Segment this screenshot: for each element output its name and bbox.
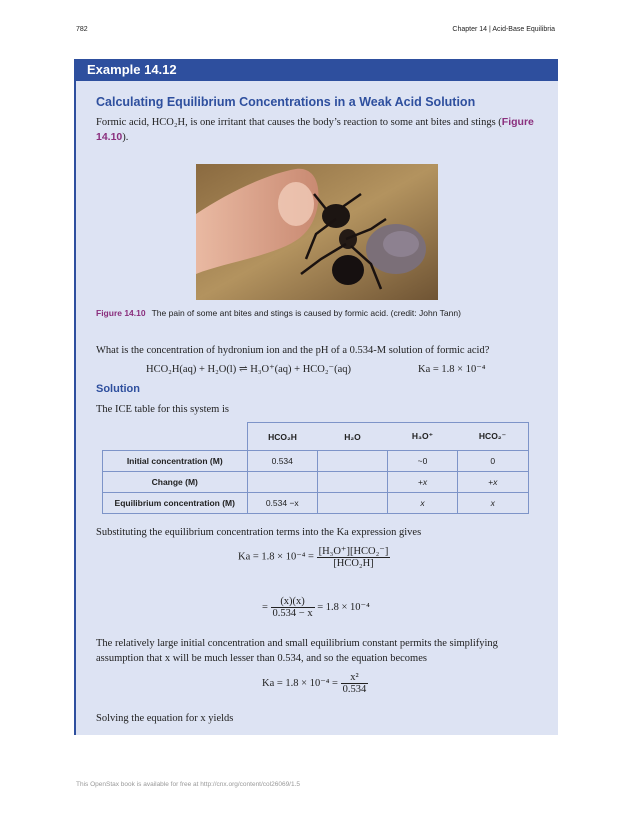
equation-1	[238, 545, 390, 569]
species-h3o: H₃O⁺	[388, 423, 458, 451]
species-hco2h: HCO₂H	[247, 423, 318, 451]
eq3-fraction	[341, 672, 369, 695]
eq1-denominator: [HCO₂H]	[333, 558, 374, 569]
table-row	[103, 493, 529, 514]
cell: 0	[458, 451, 529, 472]
figure-link[interactable]: Figure 14.10	[96, 116, 534, 143]
page-number: 782	[76, 26, 88, 33]
assumption-text: The relatively large initial concentration and small equilibrium constant permits the simplifying assumption that x will be much lesser than 0.534, and so the equation becomes	[96, 638, 498, 664]
table-row	[103, 472, 529, 493]
figure-label: Figure 14.10	[96, 308, 146, 318]
eq1-left: Ka = 1.8 × 10⁻⁴ =	[238, 551, 314, 563]
cell: x	[458, 493, 529, 514]
intro-end: ).	[122, 132, 129, 143]
ice-intro: The ICE table for this system is	[96, 404, 229, 415]
example-heading: Calculating Equilibrium Concentrations in a Weak Acid Solution	[96, 95, 476, 109]
row-label-initial: Initial concentration (M)	[103, 451, 248, 472]
species-h2o: H₂O	[318, 423, 388, 451]
ka-value: Ka = 1.8 × 10⁻⁴	[418, 364, 486, 375]
intro-paragraph	[96, 115, 546, 145]
equation-3	[262, 672, 368, 695]
row-label-change: Change (M)	[103, 472, 248, 493]
row-label-equilibrium: Equilibrium concentration (M)	[103, 493, 248, 514]
eq2-fraction	[271, 596, 315, 619]
ice-corner	[103, 423, 248, 451]
eq2-left: =	[262, 601, 268, 613]
substituting-text: Substituting the equilibrium concentration terms into the Ka expression gives	[96, 527, 422, 538]
eq3-left: Ka = 1.8 × 10⁻⁴ =	[262, 677, 338, 689]
eq1-numerator: [H₃O⁺][HCO₂⁻]	[318, 546, 389, 557]
footer: This OpenStax book is available for free at http://cnx.org/content/col26069/1.5	[76, 781, 301, 788]
cell	[318, 472, 388, 493]
example-title: Example 14.12	[76, 59, 558, 81]
cell: x	[388, 493, 458, 514]
example-box	[74, 59, 558, 735]
table-row	[103, 451, 529, 472]
question-text: What is the concentration of hydronium ion and the pH of a 0.534-M solution of formic acid?	[96, 345, 490, 356]
solving-text: Solving the equation for x yields	[96, 713, 234, 724]
eq3-denominator: 0.534	[342, 684, 367, 695]
cell	[247, 472, 318, 493]
cell: ~0	[388, 451, 458, 472]
chapter-header: Chapter 14 | Acid-Base Equilibria	[452, 26, 555, 33]
species-hco2: HCO₂⁻	[458, 423, 529, 451]
eq2-right: = 1.8 × 10⁻⁴	[317, 601, 370, 613]
intro-text: Formic acid, HCO₂H, is one irritant that causes the body’s reaction to some ant bites and stings (	[96, 117, 502, 128]
eq2-denominator: 0.534 − x	[272, 608, 313, 619]
eq3-numerator: x²	[341, 672, 369, 684]
cell	[318, 493, 388, 514]
cell: +x	[458, 472, 529, 493]
ice-table	[102, 422, 529, 514]
cell: 0.534	[247, 451, 318, 472]
equation-2	[262, 596, 370, 619]
figure-caption	[96, 308, 461, 318]
ant-photo	[196, 164, 438, 300]
cell: +x	[388, 472, 458, 493]
caption-text: The pain of some ant bites and stings is caused by formic acid. (credit: John Tann)	[151, 308, 461, 318]
cell	[318, 451, 388, 472]
solution-heading: Solution	[96, 383, 140, 395]
eq2-numerator: (x)(x)	[271, 596, 315, 608]
reaction-equation: HCO₂H(aq) + H₂O(l) ⇌ H₃O⁺(aq) + HCO₂⁻(aq)	[146, 364, 351, 375]
eq1-fraction	[317, 545, 391, 569]
cell: 0.534 −x	[247, 493, 318, 514]
